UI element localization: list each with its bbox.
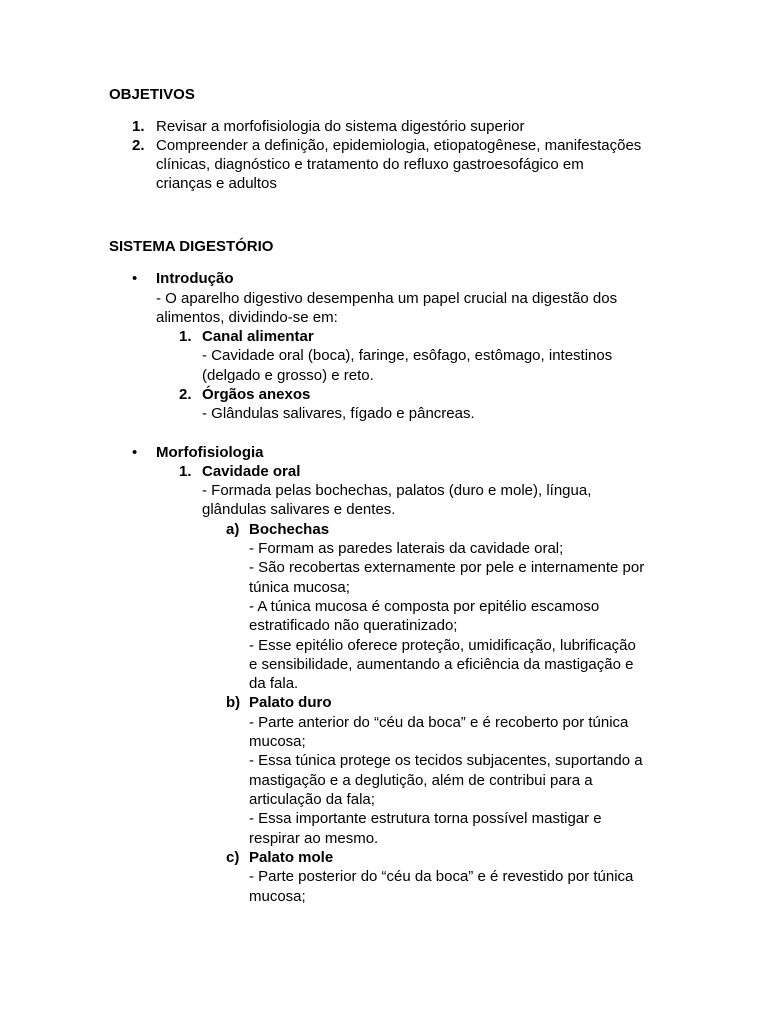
text-line: - São recobertas externamente por pele e internamente por bbox=[249, 559, 645, 576]
subitem-title: Órgãos anexos bbox=[202, 386, 311, 403]
text-line: - O aparelho digestivo desempenha um papel crucial na digestão dos bbox=[156, 290, 618, 307]
section-heading-objetivos: OBJETIVOS bbox=[109, 86, 195, 103]
text-line: Compreender a definição, epidemiologia, etiopatogênese, manifestações bbox=[156, 137, 642, 154]
subitem-title: Cavidade oral bbox=[202, 463, 301, 480]
list-marker: 2. bbox=[179, 386, 192, 403]
text-line: - A túnica mucosa é composta por epitélio escamoso bbox=[249, 598, 600, 615]
text-line: túnica mucosa; bbox=[249, 579, 350, 596]
text-line: e sensibilidade, aumentando a eficiência da mastigação e bbox=[249, 656, 634, 673]
text-line: Revisar a morfofisiologia do sistema digestório superior bbox=[156, 118, 525, 135]
bullet-title: Introdução bbox=[156, 270, 234, 287]
text-line: articulação da fala; bbox=[249, 791, 375, 808]
text-line: respirar ao mesmo. bbox=[249, 830, 379, 847]
list-marker: 2. bbox=[132, 137, 145, 154]
text-line: - Formada pelas bochechas, palatos (duro e mole), língua, bbox=[202, 482, 592, 499]
text-line: - Essa importante estrutura torna possível mastigar e bbox=[249, 810, 602, 827]
text-line: - Esse epitélio oferece proteção, umidificação, lubrificação bbox=[249, 637, 636, 654]
text-line: (delgado e grosso) e reto. bbox=[202, 367, 374, 384]
letter-item-title: Palato duro bbox=[249, 694, 332, 711]
text-line: mucosa; bbox=[249, 888, 306, 905]
list-marker: 1. bbox=[132, 118, 145, 135]
bullet-title: Morfofisiologia bbox=[156, 444, 264, 461]
text-line: glândulas salivares e dentes. bbox=[202, 501, 396, 518]
text-line: crianças e adultos bbox=[156, 175, 277, 192]
text-line: - Essa túnica protege os tecidos subjacentes, suportando a bbox=[249, 752, 643, 769]
list-marker: b) bbox=[226, 694, 241, 711]
text-line: clínicas, diagnóstico e tratamento do refluxo gastroesofágico em bbox=[156, 156, 584, 173]
subitem-title: Canal alimentar bbox=[202, 328, 314, 345]
text-line: - Parte anterior do “céu da boca” e é recoberto por túnica bbox=[249, 714, 629, 731]
list-marker: a) bbox=[226, 521, 240, 538]
text-line: mucosa; bbox=[249, 733, 306, 750]
letter-item-title: Palato mole bbox=[249, 849, 334, 866]
bullet-icon: • bbox=[132, 444, 138, 461]
text-line: da fala. bbox=[249, 675, 299, 692]
text-line: - Formam as paredes laterais da cavidade oral; bbox=[249, 540, 564, 557]
bullet-icon: • bbox=[132, 270, 138, 287]
text-line: mastigação e a deglutição, além de contribui para a bbox=[249, 772, 593, 789]
letter-item-title: Bochechas bbox=[249, 521, 330, 538]
list-marker: 1. bbox=[179, 328, 192, 345]
section-heading-sistema-digestorio: SISTEMA DIGESTÓRIO bbox=[109, 238, 274, 255]
text-line: - Glândulas salivares, fígado e pâncreas. bbox=[202, 405, 475, 422]
text-line: estratificado não queratinizado; bbox=[249, 617, 458, 634]
text-line: - Cavidade oral (boca), faringe, esôfago, estômago, intestinos bbox=[202, 347, 613, 364]
list-marker: c) bbox=[226, 849, 240, 866]
text-line: - Parte posterior do “céu da boca” e é revestido por túnica bbox=[249, 868, 634, 885]
list-marker: 1. bbox=[179, 463, 192, 480]
text-line: alimentos, dividindo-se em: bbox=[156, 309, 338, 326]
